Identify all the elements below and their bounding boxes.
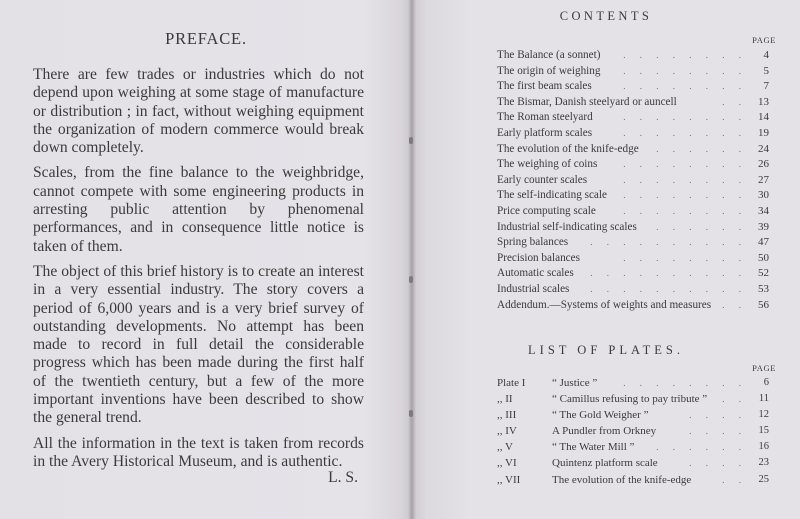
contents-entry-page: 52 xyxy=(758,267,769,280)
leader-dots: . . . . . . . . xyxy=(623,50,747,60)
preface-body xyxy=(33,66,364,488)
contents-entry-title: The weighing of coins xyxy=(497,158,598,171)
preface-paragraph-3: The object of this brief history is to create an interest in a very essential industry. The story covers a period of 6,000 years and is a very brief survey of outstanding developments. No attempt has been made to record in full detail the considerable progress which has been made during the first half of the twentieth century, but a few of the more important inventions have been described to show the general trend. xyxy=(33,262,364,427)
contents-entry-title: The Bismar, Danish steelyard or auncell xyxy=(497,95,677,108)
contents-entry-page: 34 xyxy=(758,204,769,217)
binding-stitch xyxy=(409,137,413,144)
contents-entry-title: Price computing scale xyxy=(497,204,596,217)
contents-entry-title: Addendum.—Systems of weights and measures xyxy=(497,298,712,311)
preface-title: PREFACE. xyxy=(165,29,247,48)
contents-entry xyxy=(497,204,769,220)
plate-page: 16 xyxy=(758,441,769,453)
contents-entry-title: Industrial scales xyxy=(497,282,570,295)
contents-entry xyxy=(497,251,769,267)
plate-entry xyxy=(497,439,769,455)
plate-label: ,, III xyxy=(497,409,517,422)
leader-dots: . . xyxy=(722,96,747,107)
plate-entry xyxy=(497,407,769,423)
leader-dots: . . . . . . . . xyxy=(623,252,747,263)
contents-entry-title: The self-indicating scale xyxy=(497,189,607,202)
contents-entry xyxy=(497,126,769,142)
plate-entry xyxy=(497,375,769,391)
leader-dots: . . xyxy=(722,299,747,310)
contents-entry-page: 27 xyxy=(758,173,769,186)
leader-dots: . . . . . . . . . . xyxy=(590,268,747,279)
contents-entry-title: The origin of weighing xyxy=(497,64,601,77)
plate-entry xyxy=(497,472,769,488)
contents-title: CONTENTS xyxy=(559,9,653,23)
plate-label: ,, II xyxy=(497,393,513,406)
preface-signature: L. S. xyxy=(328,469,358,487)
plate-page: 15 xyxy=(758,425,769,437)
contents-entry xyxy=(497,157,769,173)
preface-paragraph-1: There are few trades or industries which do not depend upon weighing at some stage of manufacture or distribution ; in fact, without weighing equipment the organization of modern commerce would break down completely. xyxy=(33,66,364,157)
leader-dots: . . . . . . . . xyxy=(623,159,747,170)
contents-entry xyxy=(497,142,769,158)
leader-dots: . . . . xyxy=(689,458,747,469)
plate-page: 23 xyxy=(758,457,769,469)
contents-entry-title: The first beam scales xyxy=(497,80,592,93)
contents-entry xyxy=(497,282,769,298)
leader-dots: . . . . . . . . xyxy=(623,378,747,388)
contents-entry xyxy=(497,298,769,314)
contents-entry-page: 53 xyxy=(758,282,769,295)
contents-page-header: PAGE xyxy=(752,35,776,45)
plate-title: A Pundler from Orkney xyxy=(552,425,657,438)
contents-entry xyxy=(497,64,769,80)
plates-page-header: PAGE xyxy=(752,363,776,373)
preface-paragraph-4: All the information in the text is taken from records in the Avery Historical Museum, and is authentic. xyxy=(33,434,364,470)
leader-dots: . . . . . . . . . . xyxy=(590,283,747,294)
contents-entry xyxy=(497,173,769,189)
leader-dots: . . . . . . . . xyxy=(623,65,747,76)
contents-entry-title: Automatic scales xyxy=(497,267,574,280)
contents-entry-title: Early counter scales xyxy=(497,173,588,186)
contents-entry-page: 56 xyxy=(758,298,769,311)
leader-dots: . . . . . . . . xyxy=(623,174,747,185)
leader-dots: . . . . xyxy=(689,410,747,421)
plate-title: “ Justice ” xyxy=(552,377,598,389)
leader-dots: . . . . . . . . . . xyxy=(590,237,747,248)
contents-entry xyxy=(497,95,769,111)
contents-entry-page: 19 xyxy=(758,126,769,139)
contents-entry-page: 14 xyxy=(758,111,769,124)
contents-entry xyxy=(497,110,769,126)
contents-entry-page: 24 xyxy=(758,142,769,155)
plate-entry xyxy=(497,391,769,407)
plate-page: 11 xyxy=(758,393,769,405)
contents-entry-page: 5 xyxy=(763,64,769,77)
plate-page: 6 xyxy=(763,377,769,388)
contents-entry xyxy=(497,79,769,95)
plates-title: LIST OF PLATES. xyxy=(528,343,684,357)
contents-entry-page: 50 xyxy=(758,251,769,264)
plate-title: “ The Gold Weigher ” xyxy=(552,409,649,422)
plate-title: “ The Water Mill ” xyxy=(552,441,635,454)
contents-entry xyxy=(497,266,769,282)
plate-label: Plate I xyxy=(497,377,526,389)
leader-dots: . . . . . . . . xyxy=(623,190,747,201)
contents-entry-page: 47 xyxy=(758,236,769,249)
contents-entry-title: The Balance (a sonnet) xyxy=(497,49,601,61)
binding-stitch xyxy=(409,276,413,283)
contents-entry-page: 13 xyxy=(758,95,769,108)
plate-title: The evolution of the knife-edge xyxy=(552,473,692,486)
contents-entry xyxy=(497,235,769,251)
plate-page: 25 xyxy=(758,473,769,485)
contents-entry-title: Early platform scales xyxy=(497,126,593,139)
contents-entry xyxy=(497,220,769,236)
leader-dots: . . . . . . . . xyxy=(623,127,747,138)
leader-dots: . . xyxy=(722,394,747,405)
leader-dots: . . . . . . xyxy=(656,442,747,453)
contents-entry xyxy=(497,48,769,64)
book-gutter xyxy=(408,0,416,519)
contents-entry-title: The Roman steelyard xyxy=(497,111,593,124)
contents-entry-title: Spring balances xyxy=(497,236,569,249)
plate-label: ,, VII xyxy=(497,473,521,486)
plate-label: ,, IV xyxy=(497,425,517,438)
preface-paragraph-2: Scales, from the fine balance to the weighbridge, cannot compete with some engineering products in arresting public attention by phenomenal performances, and in consequence little notice is taken of them. xyxy=(33,164,364,255)
leader-dots: . . . . . . . . xyxy=(623,112,747,123)
plate-entry xyxy=(497,423,769,439)
plates-list xyxy=(497,375,769,488)
leader-dots: . . . . . . xyxy=(656,221,747,232)
leader-dots: . . . . . . . . xyxy=(623,81,747,92)
contents-entry-title: Industrial self-indicating scales xyxy=(497,220,637,233)
contents-entry-page: 39 xyxy=(758,220,769,233)
contents-entry-page: 4 xyxy=(763,49,769,61)
contents-entry-page: 26 xyxy=(758,158,769,171)
leader-dots: . . xyxy=(722,474,747,485)
plate-label: ,, VI xyxy=(497,457,517,470)
contents-entry-title: The evolution of the knife-edge xyxy=(497,142,639,155)
contents-entry-page: 30 xyxy=(758,189,769,202)
binding-stitch xyxy=(409,410,413,417)
leader-dots: . . . . xyxy=(689,426,747,437)
plate-page: 12 xyxy=(758,409,769,421)
contents-list xyxy=(497,48,769,313)
leader-dots: . . . . . . xyxy=(656,143,747,154)
plate-title: Quintenz platform scale xyxy=(552,457,658,470)
contents-entry-title: Precision balances xyxy=(497,251,580,264)
plate-title: “ Camillus refusing to pay tribute ” xyxy=(552,393,708,406)
contents-entry-page: 7 xyxy=(763,80,769,93)
plate-label: ,, V xyxy=(497,441,513,454)
contents-entry xyxy=(497,188,769,204)
plate-entry xyxy=(497,455,769,471)
leader-dots: . . . . . . . . xyxy=(623,205,747,216)
